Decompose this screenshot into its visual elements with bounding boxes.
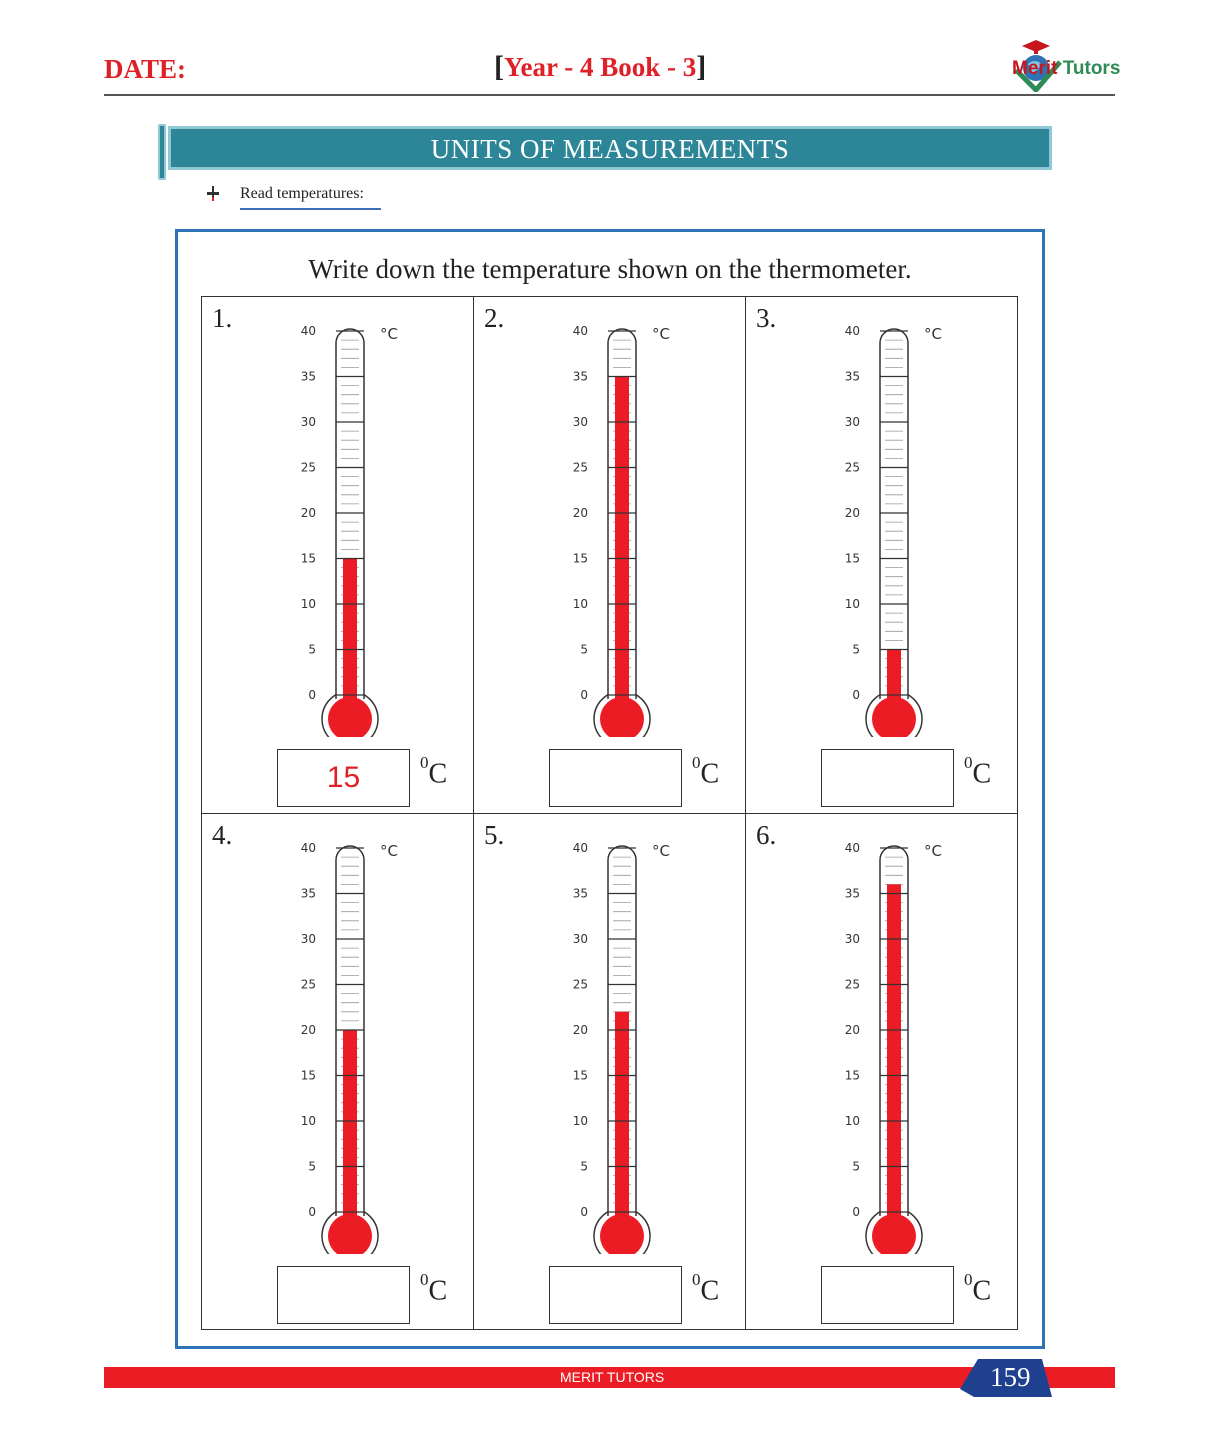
question-text: Write down the temperature shown on the thermometer. <box>308 254 912 284</box>
thermometer-tube <box>880 329 908 699</box>
tick-label: 15 <box>300 551 316 566</box>
unit-degree: 0 <box>692 1270 701 1289</box>
unit-letter: C <box>428 758 448 790</box>
tick-label: 20 <box>300 506 316 520</box>
item-number: 4. <box>212 820 233 850</box>
thermometer <box>292 307 422 737</box>
tick-label: 10 <box>844 597 860 611</box>
unit-label <box>692 1270 720 1307</box>
scale-unit-label: °C <box>652 325 670 343</box>
mercury-column <box>887 650 901 706</box>
unit-label <box>692 753 720 790</box>
tick-label: 10 <box>572 1114 588 1128</box>
tick-label: 5 <box>308 642 316 657</box>
tick-label: 15 <box>300 1068 316 1083</box>
thermometer-grid <box>201 296 1018 1330</box>
unit-label <box>964 753 992 790</box>
thermometer-cell <box>746 814 1018 1331</box>
tick-label: 5 <box>580 1159 588 1174</box>
thermometer <box>836 307 966 737</box>
unit-letter: C <box>428 1275 448 1307</box>
logo-wordmark <box>1012 58 1120 80</box>
tick-label: 15 <box>844 551 860 566</box>
tick-label: 10 <box>300 1114 316 1128</box>
tick-label: 35 <box>572 369 588 384</box>
tick-label: 40 <box>300 324 316 338</box>
scale-unit-label: °C <box>380 842 398 860</box>
tick-label: 35 <box>844 886 860 901</box>
mercury-column <box>343 1030 357 1222</box>
tick-label: 5 <box>580 642 588 657</box>
book-title <box>494 50 706 84</box>
tick-label: 0 <box>852 1205 860 1219</box>
tick-label: 5 <box>308 1159 316 1174</box>
mercury-column <box>615 377 629 706</box>
page-number: 159 <box>990 1362 1031 1392</box>
tick-label: 40 <box>300 841 316 855</box>
tick-label: 35 <box>844 369 860 384</box>
tick-label: 0 <box>308 688 316 702</box>
tick-label: 35 <box>300 886 316 901</box>
tick-label: 20 <box>844 506 860 520</box>
answer-box[interactable]: 15 <box>277 749 410 807</box>
tick-label: 20 <box>572 506 588 520</box>
section-banner <box>158 122 1058 180</box>
tick-label: 25 <box>572 977 588 992</box>
instruction-label: Read temperatures: <box>240 185 364 202</box>
tick-label: 5 <box>852 642 860 657</box>
tick-label: 10 <box>300 597 316 611</box>
date-label: DATE: <box>104 54 187 84</box>
scale-unit-label: °C <box>380 325 398 343</box>
tick-label: 20 <box>572 1023 588 1037</box>
thermometer-cell <box>474 297 746 814</box>
mercury-column <box>343 559 357 706</box>
thermometer-cell <box>202 814 474 1331</box>
footer-brand: MERIT TUTORS <box>560 1369 665 1385</box>
unit-label <box>964 1270 992 1307</box>
tick-label: 0 <box>852 688 860 702</box>
unit-label <box>420 1270 448 1307</box>
pin-icon <box>205 186 221 202</box>
logo-word-tutors: Tutors <box>1062 58 1121 79</box>
tick-label: 40 <box>572 841 588 855</box>
tick-label: 35 <box>572 886 588 901</box>
answer-box[interactable] <box>821 1266 954 1324</box>
book-title-text: Year - 4 Book - 3 <box>504 52 697 82</box>
thermometer <box>564 307 694 737</box>
tick-label: 40 <box>844 841 860 855</box>
tick-label: 30 <box>572 415 588 429</box>
item-number: 1. <box>212 303 233 333</box>
tick-label: 40 <box>572 324 588 338</box>
answer-box[interactable] <box>277 1266 410 1324</box>
unit-degree: 0 <box>964 1270 973 1289</box>
unit-letter: C <box>700 1275 720 1307</box>
tick-label: 15 <box>572 551 588 566</box>
tick-label: 25 <box>844 977 860 992</box>
bracket-open: [ <box>494 50 504 83</box>
item-number: 3. <box>756 303 777 333</box>
unit-letter: C <box>700 758 720 790</box>
bracket-close: ] <box>696 50 707 83</box>
item-number: 6. <box>756 820 777 850</box>
tick-label: 25 <box>300 460 316 475</box>
tick-label: 20 <box>300 1023 316 1037</box>
banner-side-bar <box>158 124 166 180</box>
unit-letter: C <box>972 758 992 790</box>
item-number: 2. <box>484 303 505 333</box>
tick-label: 35 <box>300 369 316 384</box>
tick-label: 10 <box>572 597 588 611</box>
thermometer-cell <box>474 814 746 1331</box>
thermometer <box>836 824 966 1254</box>
unit-degree: 0 <box>420 753 429 772</box>
tick-label: 0 <box>308 1205 316 1219</box>
unit-letter: C <box>972 1275 992 1307</box>
tick-label: 25 <box>300 977 316 992</box>
tick-label: 15 <box>844 1068 860 1083</box>
tick-label: 0 <box>580 1205 588 1219</box>
unit-degree: 0 <box>964 753 973 772</box>
item-number: 5. <box>484 820 505 850</box>
tick-label: 30 <box>844 415 860 429</box>
unit-degree: 0 <box>692 753 701 772</box>
mercury-column <box>615 1012 629 1222</box>
tick-label: 25 <box>844 460 860 475</box>
answer-box[interactable] <box>549 1266 682 1324</box>
tick-label: 10 <box>844 1114 860 1128</box>
banner-title: UNITS OF MEASUREMENTS <box>168 126 1052 170</box>
thermometer-cell <box>746 297 1018 814</box>
unit-label <box>420 753 448 790</box>
header-divider <box>104 94 1115 96</box>
tick-label: 30 <box>844 932 860 946</box>
tick-label: 30 <box>300 415 316 429</box>
scale-unit-label: °C <box>924 325 942 343</box>
tick-label: 25 <box>572 460 588 475</box>
thermometer <box>564 824 694 1254</box>
tick-label: 20 <box>844 1023 860 1037</box>
thermometer-cell <box>202 297 474 814</box>
scale-unit-label: °C <box>652 842 670 860</box>
tick-label: 15 <box>572 1068 588 1083</box>
unit-degree: 0 <box>420 1270 429 1289</box>
scale-unit-label: °C <box>924 842 942 860</box>
tick-label: 40 <box>844 324 860 338</box>
tick-label: 5 <box>852 1159 860 1174</box>
answer-box[interactable] <box>821 749 954 807</box>
instruction-underline <box>240 208 381 210</box>
mercury-column <box>887 884 901 1222</box>
logo-word-merit: Merit <box>1012 58 1058 79</box>
answer-box[interactable] <box>549 749 682 807</box>
tick-label: 30 <box>572 932 588 946</box>
tick-label: 0 <box>580 688 588 702</box>
thermometer <box>292 824 422 1254</box>
tick-label: 30 <box>300 932 316 946</box>
